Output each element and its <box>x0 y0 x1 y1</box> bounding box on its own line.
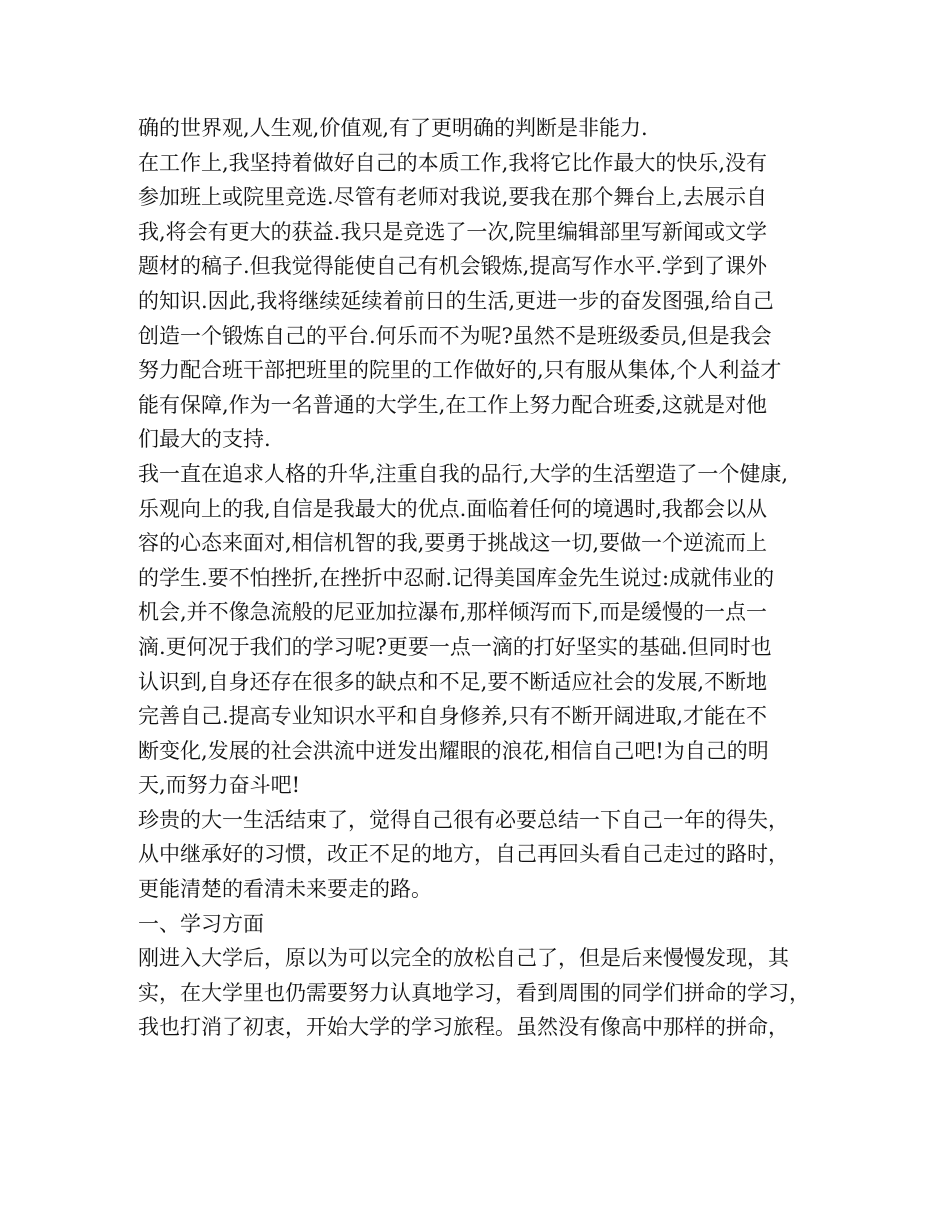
text-line: 实，在大学里也仍需要努力认真地学习，看到周围的同学们拼命的学习， <box>138 980 810 1005</box>
text-line: 认识到,自身还存在很多的缺点和不足,要不断适应社会的发展,不断地 <box>138 669 768 694</box>
section-heading: 一、学习方面 <box>138 911 264 936</box>
text-line: 从中继承好的习惯，改正不足的地方，自己再回头看自己走过的路时， <box>138 842 789 867</box>
text-line: 刚进入大学后，原以为可以完全的放松自己了，但是后来慢慢发现，其 <box>138 946 789 971</box>
text-line: 我一直在追求人格的升华,注重自我的品行,大学的生活塑造了一个健康, <box>138 461 789 486</box>
text-line: 机会,并不像急流般的尼亚加拉瀑布,那样倾泻而下,而是缓慢的一点一 <box>138 600 768 625</box>
text-line: 参加班上或院里竞选.尽管有老师对我说,要我在那个舞台上,去展示自 <box>138 185 768 210</box>
text-line: 能有保障,作为一名普通的大学生,在工作上努力配合班委,这就是对他 <box>138 392 768 417</box>
text-line: 的知识.因此,我将继续延续着前日的生活,更进一步的奋发图强,给自己 <box>138 288 774 313</box>
text-line: 确的世界观,人生观,价值观,有了更明确的判断是非能力. <box>138 116 648 140</box>
text-line: 容的心态来面对,相信机智的我,要勇于挑战这一切,要做一个逆流而上 <box>138 531 768 556</box>
text-line: 的学生.要不怕挫折,在挫折中忍耐.记得美国库金先生说过:成就伟业的 <box>138 565 775 590</box>
text-line: 天,而努力奋斗吧! <box>138 773 301 798</box>
text-line: 乐观向上的我,自信是我最大的优点.面临着任何的境遇时,我都会以从 <box>138 496 768 521</box>
text-line: 们最大的支持. <box>138 427 271 452</box>
text-line: 断变化,发展的社会洪流中迸发出耀眼的浪花,相信自己吧!为自己的明 <box>138 738 769 763</box>
text-line: 珍贵的大一生活结束了，觉得自己很有必要总结一下自己一年的得失， <box>138 807 789 832</box>
document-body <box>138 111 828 1042</box>
text-line: 滴.更何况于我们的学习呢?更要一点一滴的打好坚实的基础.但同时也 <box>138 634 772 659</box>
text-line: 创造一个锻炼自己的平台.何乐而不为呢?虽然不是班级委员,但是我会 <box>138 323 772 348</box>
text-line: 在工作上,我坚持着做好自己的本质工作,我将它比作最大的快乐,没有 <box>138 150 768 175</box>
text-line: 题材的稿子.但我觉得能使自己有机会锻炼,提高写作水平.学到了课外 <box>138 254 768 279</box>
text-line: 我,将会有更大的获益.我只是竞选了一次,院里编辑部里写新闻或文学 <box>138 219 768 244</box>
text-line: 更能清楚的看清未来要走的路。 <box>138 877 432 902</box>
text-line: 努力配合班干部把班里的院里的工作做好的,只有服从集体,个人利益才 <box>138 358 782 383</box>
text-line: 完善自己.提高专业知识水平和自身修养,只有不断开阔进取,才能在不 <box>138 704 768 729</box>
text-line: 我也打消了初衷，开始大学的学习旅程。虽然没有像高中那样的拼命， <box>138 1015 789 1040</box>
